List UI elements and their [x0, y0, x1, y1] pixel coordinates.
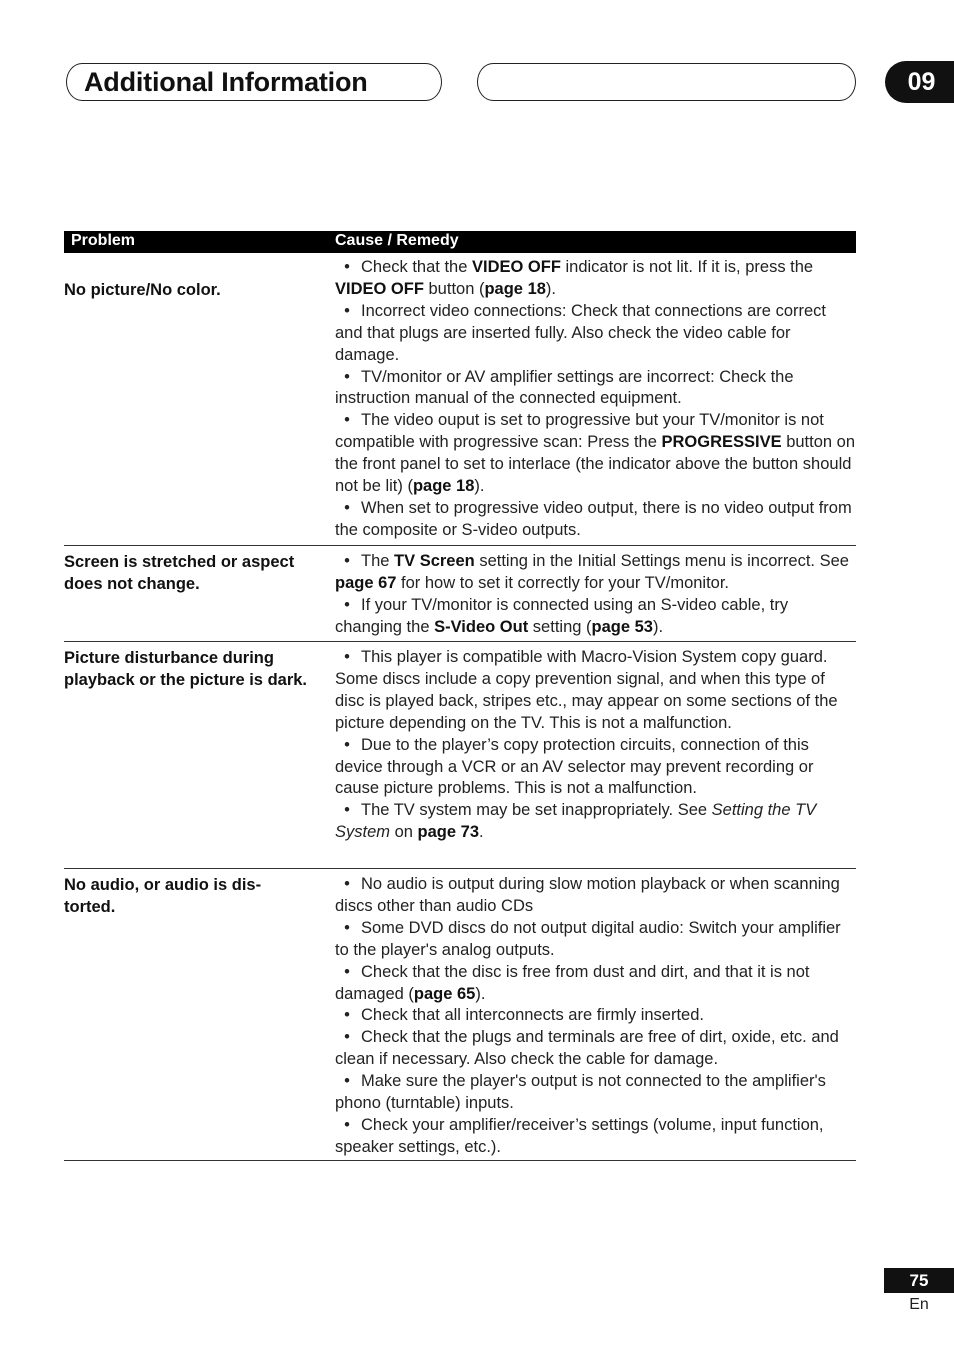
table-row [64, 546, 856, 642]
remedy-item: • The TV Screen setting in the Initial Settings menu is incorrect. See page 67 for how to set it correctly for your TV/monitor. [335, 552, 849, 592]
remedy-item: • The TV system may be set inappropriately. See Setting the TV System on page 73. [335, 801, 817, 842]
page-language: En [909, 1296, 929, 1313]
remedy-cell [335, 253, 856, 542]
remedy-item: • The video ouput is set to progressive but your TV/monitor is not compatible with progressive scan: Press the PROGRESSIVE button on the front panel to set to interlace (the indicator above the button should not be lit) (page 18). [335, 411, 856, 496]
remedy-item: • If your TV/monitor is connected using an S-video cable, try changing the S-Video Out setting (page 53). [335, 595, 789, 636]
remedy-item: • Check that the plugs and terminals are free of dirt, oxide, etc. and clean if necessary. Also check the cable for damage. [335, 1028, 839, 1069]
remedy-item: • Due to the player’s copy protection circuits, connection of this device through a VCR or an AV selector may prevent recording or cause picture problems. This is not a malfunction. [335, 735, 814, 798]
problem-cell: Picture disturbance during playback or the picture is dark. [64, 649, 308, 689]
problem-cell: No picture/No color. [64, 281, 221, 299]
table-row [64, 253, 856, 546]
chapter-badge: 09 [885, 61, 954, 103]
remedy-item: • Make sure the player's output is not connected to the amplifier's phono (turntable) inputs. [335, 1072, 826, 1113]
header-blank-frame [477, 63, 856, 101]
remedy-item: • No audio is output during slow motion playback or when scanning discs other than audio CDs [335, 875, 840, 915]
remedy-item: • Check that all interconnects are firmly inserted. [335, 1006, 704, 1025]
remedy-item: • Some DVD discs do not output digital audio: Switch your amplifier to the player's analog outputs. [335, 918, 841, 959]
remedy-item: • TV/monitor or AV amplifier settings are incorrect: Check the instruction manual of the connected equipment. [335, 367, 794, 408]
table-header [64, 231, 856, 253]
remedy-item: • Check that the disc is free from dust and dirt, and that it is not damaged (page 65). [335, 962, 810, 1003]
remedy-item: • Incorrect video connections: Check that connections are correct and that plugs are inserted fully. Also check the video cable for damage. [335, 301, 826, 364]
remedy-cell [335, 546, 856, 639]
problem-cell: Screen is stretched or aspect does not change. [64, 553, 295, 593]
remedy-cell [335, 869, 856, 1159]
remedy-item: • Check that the VIDEO OFF indicator is not lit. If it is, press the VIDEO OFF button (page 18). [335, 258, 814, 298]
troubleshooting-table [64, 231, 856, 1161]
column-header-problem: Problem [71, 232, 136, 249]
remedy-item: • When set to progressive video output, there is no video output from the composite or S-video outputs. [335, 498, 852, 539]
table-row [64, 869, 856, 1161]
problem-cell: No audio, or audio is dis-torted. [64, 876, 262, 916]
column-header-remedy: Cause / Remedy [335, 232, 459, 249]
page-title: Additional Information [84, 67, 368, 97]
remedy-cell [335, 642, 856, 844]
table-row [64, 642, 856, 869]
page-number: 75 [884, 1268, 954, 1293]
remedy-item: • Check your amplifier/receiver’s settings (volume, input function, speaker settings, etc.). [335, 1115, 824, 1156]
remedy-item: • This player is compatible with Macro-Vision System copy guard. Some discs include a copy prevention signal, and when this type of disc is played back, stripes etc., may appear on some sections of the picture depending on the TV. This is not a malfunction. [335, 648, 838, 732]
